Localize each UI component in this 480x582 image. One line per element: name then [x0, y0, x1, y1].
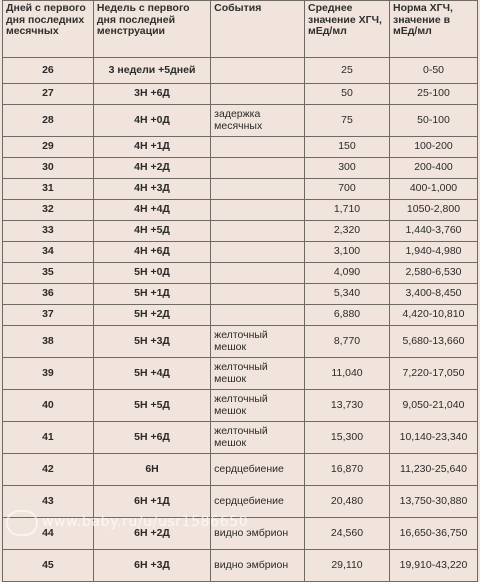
- event-cell: [211, 179, 305, 200]
- event-cell: видно эмбрион: [211, 518, 305, 550]
- norm-cell: 3,400-8,450: [390, 284, 478, 305]
- day-cell: 29: [3, 137, 94, 158]
- table-row: [3, 390, 478, 422]
- week-cell: 4Н +6Д: [93, 242, 210, 263]
- average-cell: 16,870: [304, 454, 389, 486]
- average-cell: 5,340: [304, 284, 389, 305]
- day-cell: 27: [3, 84, 94, 105]
- event-cell: видно эмбрион: [211, 550, 305, 582]
- norm-cell: 7,220-17,050: [390, 358, 478, 390]
- average-cell: 150: [304, 137, 389, 158]
- week-cell: 4Н +1Д: [93, 137, 210, 158]
- average-cell: 13,730: [304, 390, 389, 422]
- day-cell: 44: [3, 518, 94, 550]
- week-cell: 5Н +1Д: [93, 284, 210, 305]
- event-cell: сердцебиение: [211, 486, 305, 518]
- week-cell: 3Н +6Д: [93, 84, 210, 105]
- day-cell: 38: [3, 326, 94, 358]
- norm-cell: 11,230-25,640: [390, 454, 478, 486]
- day-cell: 30: [3, 158, 94, 179]
- table-row: [3, 137, 478, 158]
- event-cell: [211, 137, 305, 158]
- week-cell: 4Н +5Д: [93, 221, 210, 242]
- table-row: [3, 58, 478, 84]
- event-cell: [211, 221, 305, 242]
- day-cell: 41: [3, 422, 94, 454]
- day-cell: 37: [3, 305, 94, 326]
- event-cell: [211, 242, 305, 263]
- norm-cell: 1050-2,800: [390, 200, 478, 221]
- average-cell: 3,100: [304, 242, 389, 263]
- average-cell: 300: [304, 158, 389, 179]
- table-row: [3, 105, 478, 137]
- event-cell: [211, 158, 305, 179]
- watermark-logo-icon: [6, 510, 38, 536]
- header-days: Дней с первого дня последних месячных: [3, 1, 94, 58]
- table-row: [3, 422, 478, 454]
- table-row: [3, 84, 478, 105]
- average-cell: 2,320: [304, 221, 389, 242]
- norm-cell: 10,140-23,340: [390, 422, 478, 454]
- average-cell: 8,770: [304, 326, 389, 358]
- average-cell: 4,090: [304, 263, 389, 284]
- table-row: [3, 242, 478, 263]
- norm-cell: 1,940-4,980: [390, 242, 478, 263]
- event-cell: сердцебиение: [211, 454, 305, 486]
- event-cell: [211, 200, 305, 221]
- norm-cell: 19,910-43,220: [390, 550, 478, 582]
- table-row: [3, 358, 478, 390]
- average-cell: 24,560: [304, 518, 389, 550]
- header-row: [3, 1, 478, 58]
- average-cell: 29,110: [304, 550, 389, 582]
- table-row: [3, 158, 478, 179]
- norm-cell: 50-100: [390, 105, 478, 137]
- average-cell: 700: [304, 179, 389, 200]
- average-cell: 6,880: [304, 305, 389, 326]
- header-weeks: Недель с первого дня последней менструации: [93, 1, 210, 58]
- watermark-text: www.baby.ru/u/usr1586650: [42, 514, 249, 530]
- norm-cell: 13,750-30,880: [390, 486, 478, 518]
- table-row: [3, 284, 478, 305]
- day-cell: 33: [3, 221, 94, 242]
- average-cell: 11,040: [304, 358, 389, 390]
- norm-cell: 400-1,000: [390, 179, 478, 200]
- week-cell: 6Н +1Д: [93, 486, 210, 518]
- event-cell: [211, 58, 305, 84]
- day-cell: 32: [3, 200, 94, 221]
- week-cell: 4Н +4Д: [93, 200, 210, 221]
- norm-cell: 100-200: [390, 137, 478, 158]
- day-cell: 31: [3, 179, 94, 200]
- norm-cell: 1,440-3,760: [390, 221, 478, 242]
- week-cell: 6Н: [93, 454, 210, 486]
- average-cell: 50: [304, 84, 389, 105]
- average-cell: 1,710: [304, 200, 389, 221]
- event-cell: желточный мешок: [211, 326, 305, 358]
- table-row: [3, 305, 478, 326]
- header-events: События: [211, 1, 305, 58]
- average-cell: 20,480: [304, 486, 389, 518]
- norm-cell: 5,680-13,660: [390, 326, 478, 358]
- norm-cell: 0-50: [390, 58, 478, 84]
- event-cell: желточный мешок: [211, 358, 305, 390]
- table-row: [3, 200, 478, 221]
- day-cell: 26: [3, 58, 94, 84]
- table-row: [3, 263, 478, 284]
- norm-cell: 200-400: [390, 158, 478, 179]
- average-cell: 75: [304, 105, 389, 137]
- table-row: [3, 486, 478, 518]
- table-row: [3, 221, 478, 242]
- header-average: Среднее значение ХГЧ, мЕд/мл: [304, 1, 389, 58]
- table-row: [3, 326, 478, 358]
- average-cell: 15,300: [304, 422, 389, 454]
- table-row: [3, 179, 478, 200]
- week-cell: 5Н +2Д: [93, 305, 210, 326]
- day-cell: 28: [3, 105, 94, 137]
- norm-cell: 2,580-6,530: [390, 263, 478, 284]
- week-cell: 4Н +0Д: [93, 105, 210, 137]
- event-cell: [211, 305, 305, 326]
- week-cell: 5Н +4Д: [93, 358, 210, 390]
- day-cell: 45: [3, 550, 94, 582]
- day-cell: 34: [3, 242, 94, 263]
- week-cell: 3 недели +5дней: [93, 58, 210, 84]
- day-cell: 43: [3, 486, 94, 518]
- table-row: [3, 550, 478, 582]
- day-cell: 35: [3, 263, 94, 284]
- week-cell: 6Н +2Д: [93, 518, 210, 550]
- header-norm: Норма ХГЧ, значение в мЕд/мл: [390, 1, 478, 58]
- week-cell: 6Н +3Д: [93, 550, 210, 582]
- day-cell: 40: [3, 390, 94, 422]
- norm-cell: 25-100: [390, 84, 478, 105]
- event-cell: задержка месячных: [211, 105, 305, 137]
- norm-cell: 16,650-36,750: [390, 518, 478, 550]
- event-cell: желточный мешок: [211, 390, 305, 422]
- week-cell: 5Н +0Д: [93, 263, 210, 284]
- event-cell: [211, 84, 305, 105]
- day-cell: 36: [3, 284, 94, 305]
- week-cell: 4Н +2Д: [93, 158, 210, 179]
- week-cell: 5Н +5Д: [93, 390, 210, 422]
- table-row: [3, 454, 478, 486]
- norm-cell: 9,050-21,040: [390, 390, 478, 422]
- norm-cell: 4,420-10,810: [390, 305, 478, 326]
- event-cell: [211, 284, 305, 305]
- hcg-table: [2, 0, 478, 582]
- day-cell: 42: [3, 454, 94, 486]
- week-cell: 5Н +6Д: [93, 422, 210, 454]
- week-cell: 4Н +3Д: [93, 179, 210, 200]
- event-cell: [211, 263, 305, 284]
- week-cell: 5Н +3Д: [93, 326, 210, 358]
- event-cell: желточный мешок: [211, 422, 305, 454]
- average-cell: 25: [304, 58, 389, 84]
- day-cell: 39: [3, 358, 94, 390]
